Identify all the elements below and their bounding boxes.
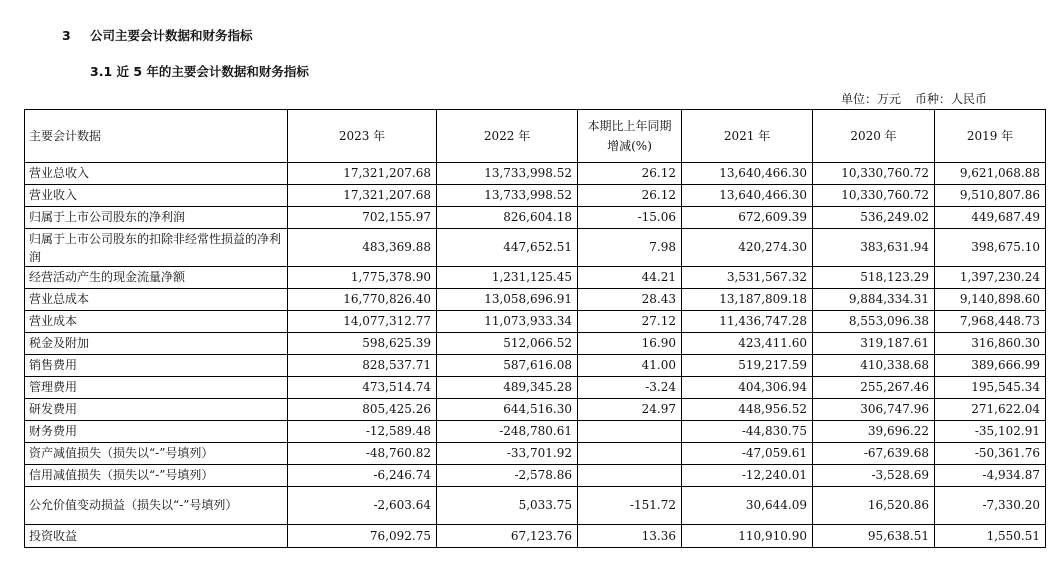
table-cell: 420,274.30: [682, 229, 813, 267]
table-row: [25, 311, 1046, 333]
table-cell: 271,622.04: [935, 399, 1046, 421]
table-cell: 5,033.75: [437, 487, 578, 525]
table-cell: 39,696.22: [813, 421, 935, 443]
column-header: 2020 年: [813, 110, 935, 163]
table-cell: 3,531,567.32: [682, 267, 813, 289]
table-cell: [578, 443, 682, 465]
table-cell: -50,361.76: [935, 443, 1046, 465]
table-cell: 27.12: [578, 311, 682, 333]
table-cell: 13,733,998.52: [437, 185, 578, 207]
table-cell: -35,102.91: [935, 421, 1046, 443]
table-cell: 44.21: [578, 267, 682, 289]
table-cell: 489,345.28: [437, 377, 578, 399]
table-cell: 512,066.52: [437, 333, 578, 355]
table-cell: 473,514.74: [288, 377, 437, 399]
table-cell: -2,578.86: [437, 465, 578, 487]
table-row: [25, 465, 1046, 487]
row-label: 营业总收入: [25, 163, 288, 185]
table-cell: 195,545.34: [935, 377, 1046, 399]
currency-label: 币种：人民币: [914, 92, 987, 106]
section-heading: [62, 26, 253, 44]
table-cell: 9,621,068.88: [935, 163, 1046, 185]
table-cell: -3,528.69: [813, 465, 935, 487]
table-cell: 316,860.30: [935, 333, 1046, 355]
table-cell: 255,267.46: [813, 377, 935, 399]
row-label: 投资收益: [25, 525, 288, 548]
row-label: 信用减值损失（损失以“-”号填列）: [25, 465, 288, 487]
table-cell: 828,537.71: [288, 355, 437, 377]
table-cell: 1,231,125.45: [437, 267, 578, 289]
table-cell: 587,616.08: [437, 355, 578, 377]
row-label: 归属于上市公司股东的扣除非经常性损益的净利润: [25, 229, 288, 267]
table-cell: 110,910.90: [682, 525, 813, 548]
table-cell: -151.72: [578, 487, 682, 525]
table-cell: 16.90: [578, 333, 682, 355]
table-cell: 26.12: [578, 163, 682, 185]
table-cell: 389,666.99: [935, 355, 1046, 377]
table-cell: -3.24: [578, 377, 682, 399]
table-cell: 10,330,760.72: [813, 185, 935, 207]
table-row: [25, 355, 1046, 377]
table-cell: -48,760.82: [288, 443, 437, 465]
row-label: 营业收入: [25, 185, 288, 207]
table-cell: -12,589.48: [288, 421, 437, 443]
table-cell: 13.36: [578, 525, 682, 548]
table-cell: 95,638.51: [813, 525, 935, 548]
row-label: 资产减值损失（损失以“-”号填列）: [25, 443, 288, 465]
table-cell: 13,058,696.91: [437, 289, 578, 311]
table-cell: 598,625.39: [288, 333, 437, 355]
financial-data-table: [24, 109, 1046, 548]
table-cell: 423,411.60: [682, 333, 813, 355]
table-cell: 11,436,747.28: [682, 311, 813, 333]
table-cell: 8,553,096.38: [813, 311, 935, 333]
table-cell: 26.12: [578, 185, 682, 207]
table-cell: 449,687.49: [935, 207, 1046, 229]
table-cell: -44,830.75: [682, 421, 813, 443]
table-cell: 319,187.61: [813, 333, 935, 355]
table-cell: -4,934.87: [935, 465, 1046, 487]
subsection-heading: 3.1 近 5 年的主要会计数据和财务指标: [90, 64, 309, 79]
table-cell: 519,217.59: [682, 355, 813, 377]
table-cell: 13,187,809.18: [682, 289, 813, 311]
table-cell: 398,675.10: [935, 229, 1046, 267]
row-label: 管理费用: [25, 377, 288, 399]
column-header: 主要会计数据: [25, 110, 288, 163]
table-cell: 10,330,760.72: [813, 163, 935, 185]
table-cell: 826,604.18: [437, 207, 578, 229]
table-cell: -6,246.74: [288, 465, 437, 487]
table-row: [25, 487, 1046, 525]
table-cell: 644,516.30: [437, 399, 578, 421]
table-cell: 30,644.09: [682, 487, 813, 525]
table-cell: 7.98: [578, 229, 682, 267]
unit-label: 单位：万元: [840, 92, 901, 106]
table-cell: 410,338.68: [813, 355, 935, 377]
table-cell: 14,077,312.77: [288, 311, 437, 333]
table-cell: 24.97: [578, 399, 682, 421]
table-cell: 7,968,448.73: [935, 311, 1046, 333]
table-cell: 383,631.94: [813, 229, 935, 267]
table-row: [25, 267, 1046, 289]
column-header: 本期比上年同期增减(%): [578, 110, 682, 163]
table-cell: 448,956.52: [682, 399, 813, 421]
table-row: [25, 421, 1046, 443]
table-cell: 1,775,378.90: [288, 267, 437, 289]
row-label: 研发费用: [25, 399, 288, 421]
table-cell: 13,640,466.30: [682, 163, 813, 185]
table-cell: 17,321,207.68: [288, 185, 437, 207]
table-cell: 536,249.02: [813, 207, 935, 229]
table-cell: 306,747.96: [813, 399, 935, 421]
table-cell: -248,780.61: [437, 421, 578, 443]
table-cell: 67,123.76: [437, 525, 578, 548]
column-header: 2021 年: [682, 110, 813, 163]
section-number: 3: [62, 28, 71, 43]
table-cell: 518,123.29: [813, 267, 935, 289]
table-cell: 404,306.94: [682, 377, 813, 399]
table-cell: 702,155.97: [288, 207, 437, 229]
column-header: 2023 年: [288, 110, 437, 163]
table-cell: 13,640,466.30: [682, 185, 813, 207]
table-cell: -15.06: [578, 207, 682, 229]
table-cell: 16,770,826.40: [288, 289, 437, 311]
table-cell: -2,603.64: [288, 487, 437, 525]
table-row: [25, 289, 1046, 311]
row-label: 税金及附加: [25, 333, 288, 355]
table-row: [25, 185, 1046, 207]
table-cell: 28.43: [578, 289, 682, 311]
section-title: 公司主要会计数据和财务指标: [90, 28, 253, 43]
row-label: 经营活动产生的现金流量净额: [25, 267, 288, 289]
table-cell: 672,609.39: [682, 207, 813, 229]
table-row: [25, 399, 1046, 421]
table-cell: 13,733,998.52: [437, 163, 578, 185]
table-row: [25, 163, 1046, 185]
table-cell: -7,330.20: [935, 487, 1046, 525]
table-cell: 17,321,207.68: [288, 163, 437, 185]
table-header-row: [25, 110, 1046, 163]
table-cell: 9,884,334.31: [813, 289, 935, 311]
table-cell: 41.00: [578, 355, 682, 377]
table-row: [25, 377, 1046, 399]
table-cell: 9,140,898.60: [935, 289, 1046, 311]
table-cell: -12,240.01: [682, 465, 813, 487]
row-label: 财务费用: [25, 421, 288, 443]
column-header: 2019 年: [935, 110, 1046, 163]
row-label: 营业成本: [25, 311, 288, 333]
table-row: [25, 333, 1046, 355]
table-cell: [578, 421, 682, 443]
table-cell: 1,550.51: [935, 525, 1046, 548]
table-cell: 447,652.51: [437, 229, 578, 267]
table-cell: 1,397,230.24: [935, 267, 1046, 289]
row-label: 营业总成本: [25, 289, 288, 311]
table-row: [25, 229, 1046, 267]
row-label: 公允价值变动损益（损失以“-”号填列）: [25, 487, 288, 525]
table-cell: 76,092.75: [288, 525, 437, 548]
table-cell: 11,073,933.34: [437, 311, 578, 333]
unit-currency-line: [827, 90, 987, 107]
table-cell: 16,520.86: [813, 487, 935, 525]
table-cell: 805,425.26: [288, 399, 437, 421]
row-label: 归属于上市公司股东的净利润: [25, 207, 288, 229]
table-row: [25, 525, 1046, 548]
table-cell: 9,510,807.86: [935, 185, 1046, 207]
row-label: 销售费用: [25, 355, 288, 377]
table-cell: [578, 465, 682, 487]
table-row: [25, 207, 1046, 229]
table-cell: -47,059.61: [682, 443, 813, 465]
table-cell: -33,701.92: [437, 443, 578, 465]
table-cell: -67,639.68: [813, 443, 935, 465]
column-header: 2022 年: [437, 110, 578, 163]
table-row: [25, 443, 1046, 465]
table-cell: 483,369.88: [288, 229, 437, 267]
